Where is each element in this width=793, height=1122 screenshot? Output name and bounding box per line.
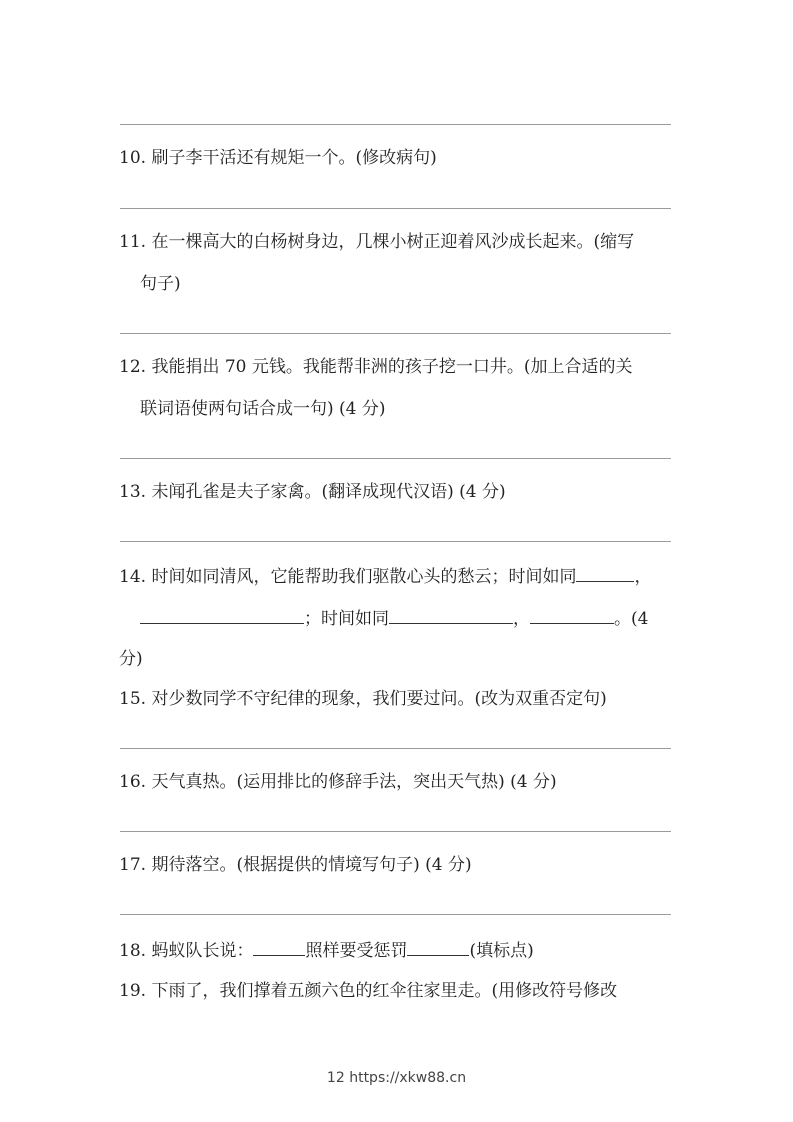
question-14-text-1: 14. 时间如同清风，它能帮助我们驱散心头的愁云；时间如同 (119, 567, 577, 587)
question-11-line-1: 11. 在一棵高大的白杨树身边，几棵小树正迎着风沙成长起来。(缩写 (119, 232, 635, 252)
fill-blank-18a[interactable] (253, 938, 305, 956)
question-14-comma-1: ， (634, 567, 652, 587)
answer-line-11 (120, 333, 671, 334)
question-10: 10. 刷子李干活还有规矩一个。(修改病句) (119, 148, 437, 168)
question-14-comma-2: ， (513, 609, 530, 629)
question-18 (119, 938, 534, 962)
question-14-text-3: 。(4 (614, 609, 649, 629)
question-18-text-3: (填标点) (469, 941, 534, 961)
fill-blank-14a[interactable] (576, 564, 634, 582)
question-14-line-1 (119, 564, 651, 588)
question-14-line-3: 分) (119, 649, 143, 669)
answer-line-12 (120, 458, 671, 459)
question-18-text-1: 18. 蚂蚁队长说： (119, 941, 254, 961)
fill-blank-14d[interactable] (530, 606, 614, 624)
question-14-text-2: ；时间如同 (304, 609, 389, 629)
answer-line-15 (120, 748, 671, 749)
question-15: 15. 对少数同学不守纪律的现象，我们要过问。(改为双重否定句) (119, 689, 607, 709)
answer-line-9 (120, 124, 671, 125)
question-18-text-2: 照样要受惩罚 (305, 941, 408, 961)
fill-blank-14b[interactable] (140, 606, 304, 624)
answer-line-10 (120, 208, 671, 209)
question-11-line-2: 句子) (140, 274, 181, 294)
question-17: 17. 期待落空。(根据提供的情境写句子) (4 分) (119, 855, 472, 875)
answer-line-13 (120, 541, 671, 542)
answer-line-17 (120, 914, 671, 915)
question-19: 19. 下雨了，我们撑着五颜六色的红伞往家里走。(用修改符号修改 (119, 981, 618, 1001)
footer-url[interactable]: https://xkw88.cn (349, 1070, 467, 1086)
question-14-line-2 (140, 606, 648, 630)
question-16: 16. 天气真热。(运用排比的修辞手法，突出天气热) (4 分) (119, 772, 557, 792)
answer-line-16 (120, 831, 671, 832)
question-12-line-1: 12. 我能捐出 70 元钱。我能帮非洲的孩子挖一口井。(加上合适的关 (119, 357, 633, 377)
question-13: 13. 未闻孔雀是夫子家禽。(翻译成现代汉语) (4 分) (119, 482, 506, 502)
fill-blank-18b[interactable] (407, 938, 469, 956)
fill-blank-14c[interactable] (389, 606, 513, 624)
question-12-line-2: 联词语使两句话合成一句) (4 分) (140, 399, 386, 419)
page-footer (0, 1070, 793, 1086)
page-number: 12 (326, 1070, 345, 1086)
